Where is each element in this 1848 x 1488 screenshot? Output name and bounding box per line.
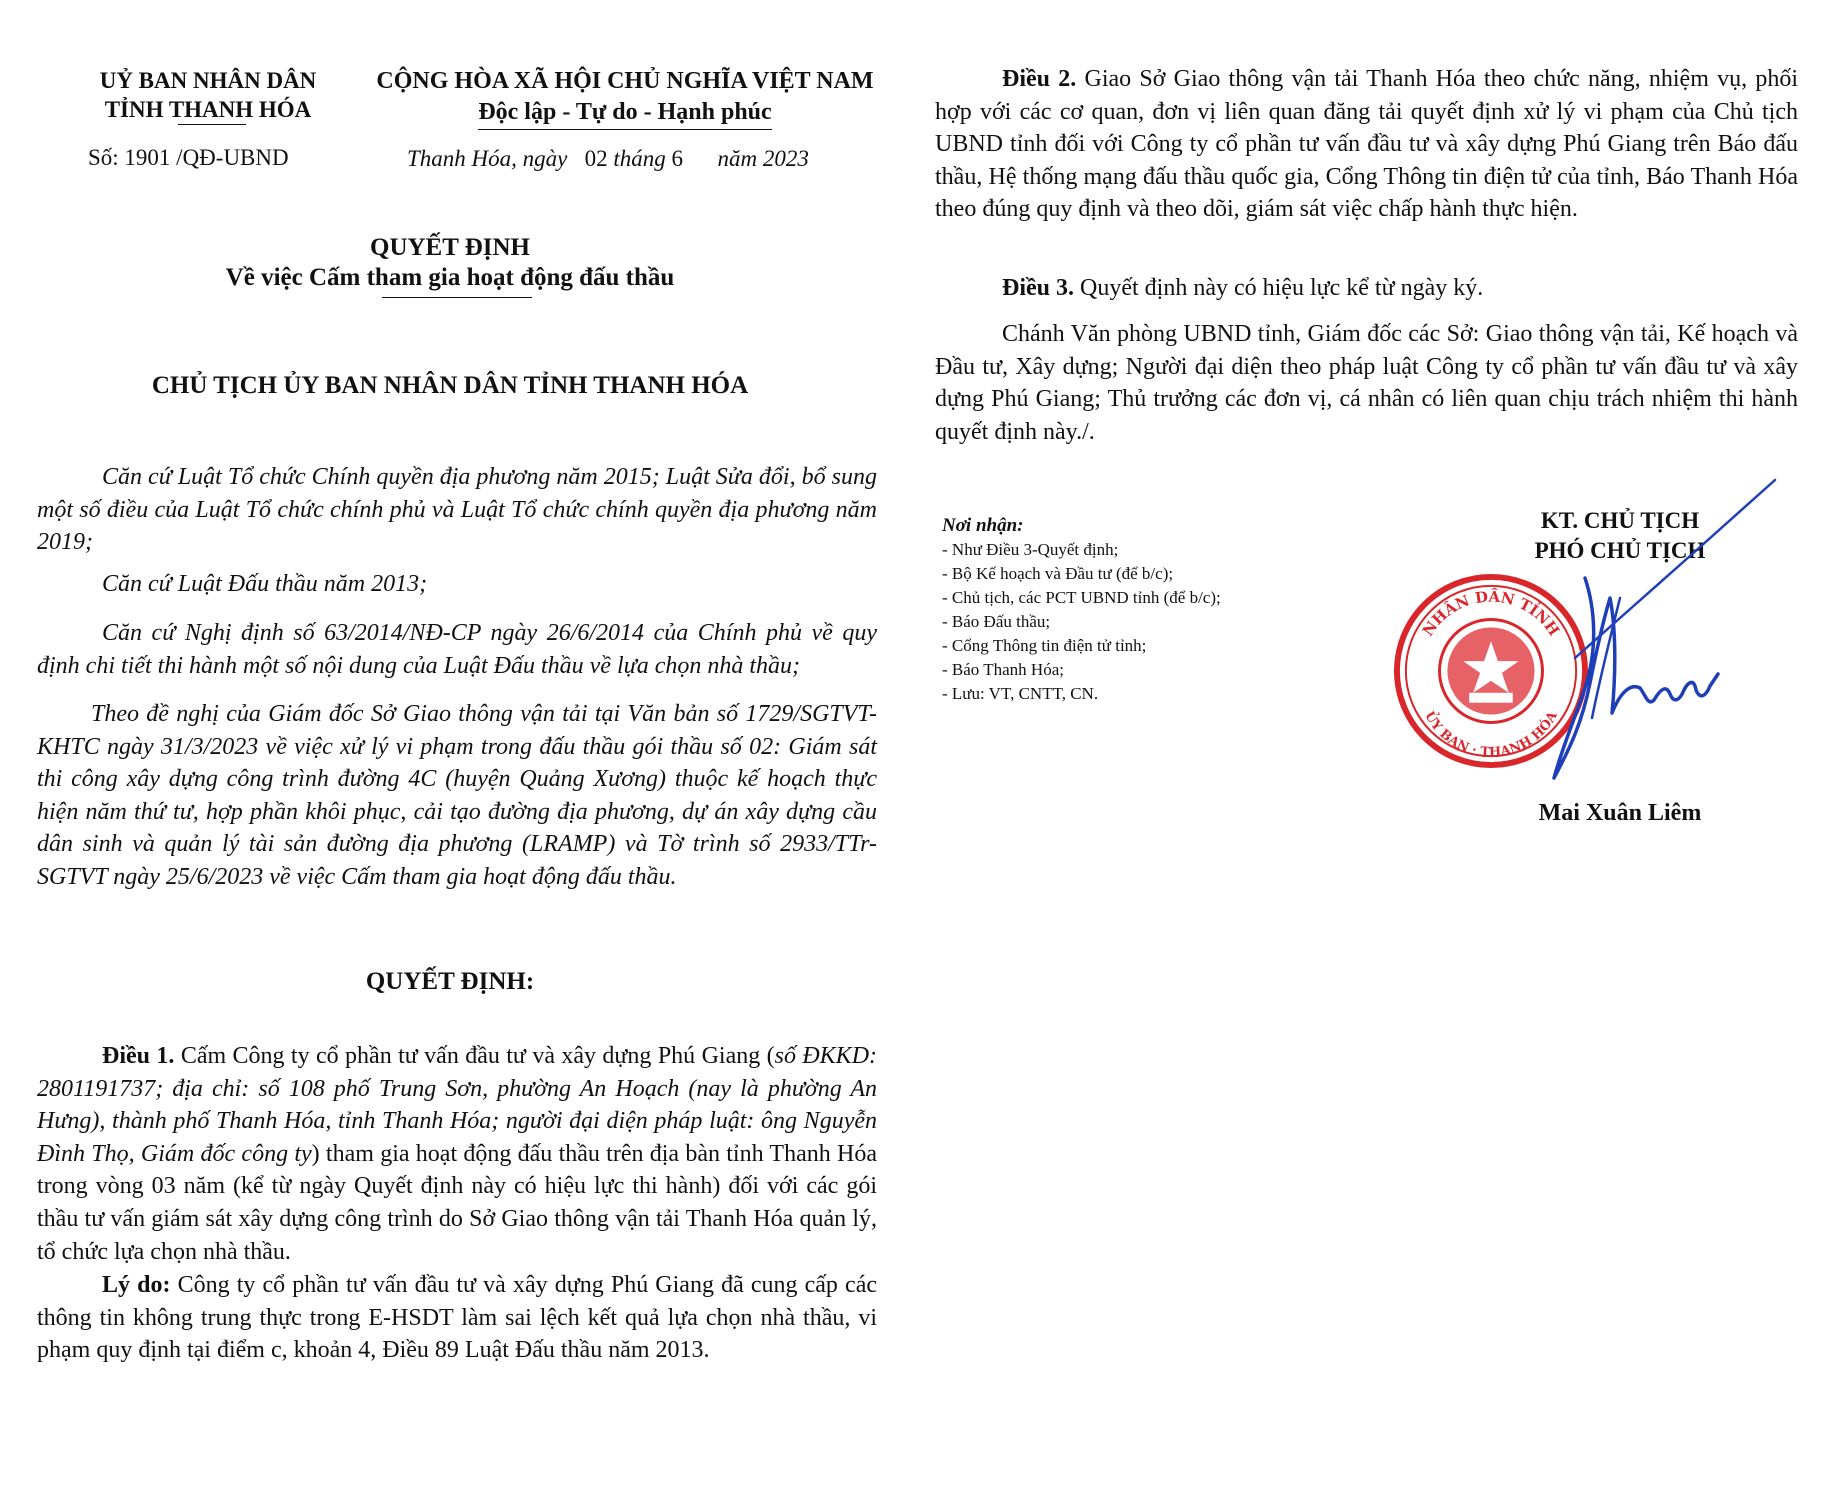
- signer-name: Mai Xuân Liêm: [1538, 800, 1702, 826]
- decision-title: QUYẾT ĐỊNH: [370, 234, 530, 261]
- recipient-item: - Báo Thanh Hóa;: [942, 660, 1064, 679]
- recipient-item: - Lưu: VT, CNTT, CN.: [942, 684, 1099, 703]
- article-3: [935, 272, 1798, 305]
- date-year: năm 2023: [717, 146, 809, 171]
- article-3-label: Điều 3.: [1002, 275, 1074, 301]
- date-month-label: tháng: [613, 146, 666, 171]
- recipient-item: - Chủ tịch, các PCT UBND tỉnh (để b/c);: [942, 588, 1221, 607]
- agency-line2: TỈNH THANH HÓA: [104, 97, 312, 122]
- subject-divider: [382, 297, 532, 298]
- recipients-block: [942, 514, 1221, 706]
- national-motto: Độc lập - Tự do - Hạnh phúc: [478, 97, 771, 130]
- decides-heading: QUYẾT ĐỊNH:: [365, 968, 535, 995]
- article-3-text: Quyết định này có hiệu lực kể từ ngày ký.: [1080, 275, 1484, 301]
- reason-label: Lý do:: [102, 1272, 171, 1298]
- date-place: Thanh Hóa, ngày: [407, 146, 568, 171]
- handwritten-signature-icon: [1470, 478, 1790, 798]
- signer-capacity: KT. CHỦ TỊCH: [1540, 508, 1700, 533]
- execution-clause: Chánh Văn phòng UBND tỉnh, Giám đốc các Sở: Giao thông vận tải, Kế hoạch và Đầu tư, Xây dựng; Người đại diện theo pháp luật Công ty cổ phần tư vấn đầu tư và xây dựng Phú Giang; Thủ trưởng các đơn vị, cá nhân có liên quan chịu trách nhiệm thi hành quyết định này./.: [935, 321, 1798, 445]
- legal-basis-1: Căn cứ Luật Tổ chức Chính quyền địa phương năm 2015; Luật Sửa đổi, bổ sung một số điều của Luật Tổ chức chính phủ và Luật Tổ chức chính quyền địa phương năm 2019;: [37, 464, 877, 556]
- article-1-text-a: Cấm Công ty cổ phần tư vấn đầu tư và xây dựng Phú Giang (: [180, 1043, 775, 1069]
- article-1: [37, 1040, 877, 1268]
- article-2-label: Điều 2.: [1002, 66, 1077, 92]
- reason-text: Công ty cổ phần tư vấn đầu tư và xây dựng Phú Giang đã cung cấp các thông tin không trung thực trong E-HSDT làm sai lệch kết quả lựa chọn nhà thầu, vi phạm quy định tại điểm c, khoản 4, Điều 89 Luật Đấu thầu năm 2013.: [37, 1272, 877, 1364]
- article-1-label: Điều 1.: [102, 1043, 175, 1069]
- reason: [37, 1269, 877, 1367]
- issuing-agency: [88, 66, 328, 124]
- decision-subject: Về việc Cấm tham gia hoạt động đấu thầu: [225, 264, 675, 291]
- signer-title: PHÓ CHỦ TỊCH: [1534, 538, 1706, 563]
- legal-basis-3: Căn cứ Nghị định số 63/2014/NĐ-CP ngày 26/6/2014 của Chính phủ về quy định chi tiết thi hành một số nội dung của Luật Đấu thầu về lựa chọn nhà thầu;: [37, 620, 877, 679]
- legal-basis-4: Theo đề nghị của Giám đốc Sở Giao thông vận tải tại Văn bản số 1729/SGTVT-KHTC ngày 31/3/2023 về việc xử lý vi phạm trong đấu thầu gói thầu số 02: Giám sát thi công xây dựng công trình đường 4C (huyện Quảng Xương) thuộc kế hoạch thực hiện năm thứ tư, hợp phần khôi phục, cải tạo đường địa phương, dự án xây dựng cầu dân sinh và quản lý tài sản đường địa phương (LRAMP) và Tờ trình số 2933/TTr-SGTVT ngày 25/6/2023 về việc Cấm tham gia hoạt động đấu thầu.: [37, 701, 877, 890]
- date-month: 6: [671, 146, 684, 171]
- recipient-item: - Báo Đấu thầu;: [942, 612, 1051, 631]
- seal-text-bottom: ỦY BAN · THANH HÓA: [1421, 709, 1561, 761]
- document-number: Số: 1901 /QĐ-UBND: [88, 145, 289, 170]
- agency-line1: UỶ BAN NHÂN DÂN: [99, 68, 317, 93]
- national-header: [370, 66, 880, 130]
- authority-title: CHỦ TỊCH ỦY BAN NHÂN DÂN TỈNH THANH HÓA: [151, 372, 749, 399]
- country-name: CỘNG HÒA XÃ HỘI CHỦ NGHĨA VIỆT NAM: [376, 68, 874, 94]
- article-2-text: Giao Sở Giao thông vận tải Thanh Hóa theo chức năng, nhiệm vụ, phối hợp với các cơ quan, đơn vị liên quan đăng tải quyết định xử lý vi phạm của Chủ tịch UBND tỉnh đối với Công ty cổ phần tư vấn đầu tư và xây dựng Phú Giang trên Báo đấu thầu, Hệ thống mạng đấu thầu quốc gia, Cổng Thông tin điện tử của tỉnh, Báo Thanh Hóa theo đúng quy định và theo dõi, giám sát việc chấp hành thực hiện.: [935, 66, 1799, 223]
- article-1-text-b: số ĐKKD: 2801191737; địa chỉ: số 108 phố Trung Sơn, phường An Hoạch (nay là phường An Hưng), thành phố Thanh Hóa, tỉnh Thanh Hóa; người đại diện pháp luật: ông Nguyễn Đình Thọ, Giám đốc công ty: [37, 1043, 878, 1167]
- recipients-heading: Nơi nhận:: [942, 515, 1024, 536]
- recipient-item: - Bộ Kế hoạch và Đầu tư (để b/c);: [942, 564, 1174, 583]
- date-day: 02: [584, 146, 608, 171]
- document-date: [407, 146, 809, 172]
- legal-basis-2: Căn cứ Luật Đấu thầu năm 2013;: [102, 571, 428, 597]
- article-1-text-c: ) tham gia hoạt động đấu thầu trên địa bàn tỉnh Thanh Hóa trong vòng 03 năm (kể từ ngày Quyết định này có hiệu lực thi hành) đối với các gói thầu tư vấn giám sát xây dựng công trình do Sở Giao thông vận tải Thanh Hóa quản lý, tổ chức lựa chọn nhà thầu.: [37, 1140, 878, 1265]
- recipient-item: - Như Điều 3-Quyết định;: [942, 540, 1119, 559]
- seal-text-top: NHÂN DÂN TỈNH: [1418, 587, 1564, 640]
- article-2: [935, 63, 1798, 226]
- recipient-item: - Cổng Thông tin điện tử tỉnh;: [942, 636, 1147, 655]
- agency-divider: [178, 124, 246, 125]
